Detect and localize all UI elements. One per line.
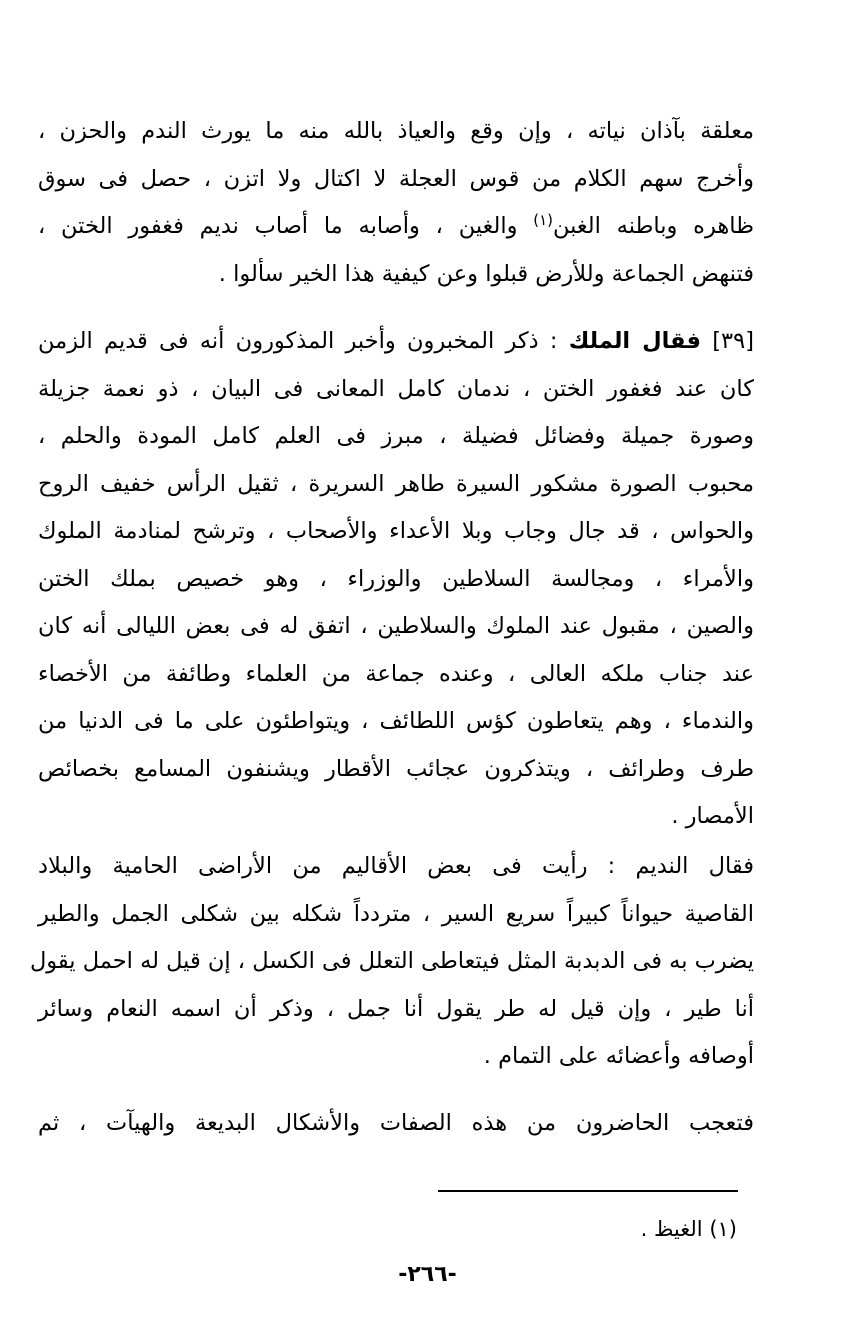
footnote-text: الغيظ .: [640, 1217, 710, 1241]
text-line: والصين ، مقبول عند الملوك والسلاطين ، اتفق له فى بعض الليالى أنه كان: [38, 613, 754, 639]
text-line: معلقة بآذان نياته ، وإن وقع والعياذ بالله منه ما يورث الندم والحزن ،: [38, 118, 754, 144]
text-line: القاصية حيواناً كبيراً سريع السير ، متردداً شكله بين شكلى الجمل والطير: [38, 900, 754, 927]
text-line: [38, 203, 754, 251]
paragraph-1: [38, 108, 754, 298]
text-line: [38, 318, 754, 366]
text-line: فتنهض الجماعة وللأرض قبلوا وعن كيفية هذا الخير سألوا .: [218, 260, 754, 287]
footnote-marker: (١): [709, 1217, 737, 1241]
text-line: أوصافه وأعضائه على التمام .: [483, 1043, 754, 1069]
text-line: وصورة جميلة وفضائل فضيلة ، مبرز فى العلم كامل المودة والحلم ،: [38, 423, 754, 449]
speaker-heading: فقال الملك: [568, 328, 701, 354]
text-fragment: : ذكر المخبرون وأخبر المذكورون أنه فى قديم الزمن: [38, 328, 569, 354]
text-line: أنا طير ، وإن قيل له طر يقول أنا جمل ، وذكر أن اسمه النعام وسائر: [38, 995, 754, 1022]
text-line: الأمصار .: [671, 803, 754, 829]
text-line: والحواس ، قد جال وجاب وبلا الأعداء والأصحاب ، وترشح لمنادمة الملوك: [38, 518, 754, 544]
footnote: [641, 1214, 737, 1244]
text-line: يضرب به فى الدبدبة المثل فيتعاطى التعلل فى الكسل ، إن قيل له احمل يقول: [29, 948, 754, 974]
text-fragment: والغين ، وأصابه ما أصاب نديم فغفور الختن ،: [38, 213, 534, 239]
section-number: [٣٩]: [712, 328, 754, 354]
text-line: محبوب الصورة مشكور السيرة طاهر السريرة ، ثقيل الرأس خفيف الروح: [38, 470, 754, 497]
text-line: طرف وطرائف ، ويتذكرون عجائب الأقطار ويشنفون المسامع بخصائص: [38, 755, 754, 782]
text-line: والندماء ، وهم يتعاطون كؤس اللطائف ، ويتواطئون على ما فى الدنيا من: [38, 708, 754, 734]
text-fragment: ظاهره وباطنه الغبن: [553, 213, 754, 239]
paragraph-4: [38, 1100, 754, 1148]
paragraph-2: [38, 318, 754, 841]
text-line: كان عند فغفور الختن ، ندمان كامل المعانى فى البيان ، ذو نعمة جزيلة: [38, 375, 754, 402]
text-line: فتعجب الحاضرون من هذه الصفات والأشكال البديعة والهيآت ، ثم: [38, 1110, 754, 1136]
footnote-divider: [438, 1190, 738, 1192]
page-number: -٢٦٦-: [398, 1262, 457, 1287]
text-line: فقال النديم : رأيت فى بعض الأقاليم من الأراضى الحامية والبلاد: [38, 853, 754, 879]
paragraph-3: [29, 843, 754, 1081]
text-line: وأخرج سهم الكلام من قوس العجلة لا اكتال ولا اتزن ، حصل فى سوق: [38, 165, 754, 192]
text-line: والأمراء ، ومجالسة السلاطين والوزراء ، وهو خصيص بملك الختن: [38, 565, 754, 592]
footnote-reference: (١): [533, 211, 553, 229]
text-line: عند جناب ملكه العالى ، وعنده جماعة من العلماء وطائفة من الأخصاء: [38, 660, 754, 687]
